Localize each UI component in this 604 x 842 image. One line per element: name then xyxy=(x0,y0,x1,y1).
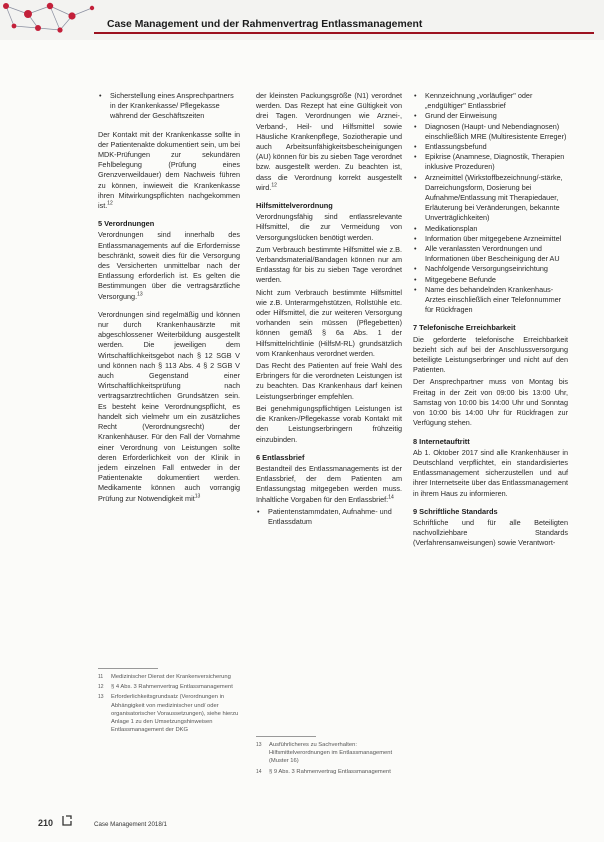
list-item: • Name des behandelnden Krankenhaus-Arztes einschließlich einer Telefonnummer für Rückfragen xyxy=(413,285,568,316)
paragraph: Verordnungen sind regelmäßig und können nur durch Krankenhausärzte mit abgeschlossener Weiterbildung ausgestellt werden. Die jeweiligen dem Wirtschaftlichkeitsgebot nach § 12 SGB V und können nach § 113 Abs. 4 § 2 SGB V auch Gegenstand einer Wirtschaftlichkeitsprüfung nach vertragsarztrechtlichen Grundsätzen sein. Es besteht keine Verordnungspflicht, es handelt sich vielmehr um ein zusätzliches Recht (Verordnungsrecht) der Krankenhäuser. Für den Fall der Vornahme einer Verordnung von Leistungen sollte deren Erforderlichkeit von der Klinik in jedem einzelnen Fall entweder in der Patientenakte dokumentiert werden. Medikamente können auch vorrangig Prüfung zur Notwendigkeit mit$^{13}$ xyxy=(98,309,240,503)
journal-citation: Case Management 2018/1 xyxy=(94,821,167,828)
footnotes-column-1 xyxy=(98,668,240,736)
text-column-2 xyxy=(256,91,402,535)
footnote-rule xyxy=(98,668,158,669)
list-item: • Entlassungsbefund xyxy=(413,142,568,152)
paragraph: Der Kontakt mit der Krankenkasse sollte in der Patientenakte dokumentiert sein, um bei MDK-Prüfungen zur sekundären Fehlbelegung (Prüfung eines Grenzverweildauer) dem Nachweis führen zu können, inwieweit die Krankenkasse ihren Mitwirkungspflichten nachgekommen ist.$^{12}$ xyxy=(98,129,240,211)
section-heading: 5 Verordnungen xyxy=(98,219,155,229)
paragraph: Verordnungsfähig sind entlassrelevante Hilfsmittel, die zur Vermeidung von Versorgungslücken benötigt werden. xyxy=(256,212,402,242)
section-heading: Hilfsmittelverordnung xyxy=(256,201,333,211)
list-item: • Arzneimittel (Wirkstoffbezeichnung/-stärke, Darreichungsform, Dosierung bei Aufnahme/Entlassung mit Therapiedauer, Erläuterung bei Veränderungen, bekannte Unverträglichkeiten) xyxy=(413,173,568,224)
running-header-title: Case Management und der Rahmenvertrag Entlassmanagement xyxy=(107,19,423,30)
list-item: • Patientenstammdaten, Aufnahme- und Entlassdatum xyxy=(256,507,402,527)
list-item: • Information über mitgegebene Arzneimittel xyxy=(413,234,568,244)
journal-logo-icon xyxy=(62,815,72,826)
footnote-ref: 12 xyxy=(107,200,113,207)
network-logo-icon xyxy=(0,0,112,40)
footnote: 13 Ausführlicheres zu Sachverhalten: Hilfsmittelverordnungen im Entlassmanagement (Muster 16) xyxy=(256,742,393,765)
footnote: 13 Erforderlichkeitsgrundsatz (Verordnungen in Abhängigkeit von medizinischer und/ oder organisatorischer Voraussetzungen), siehe hierzu Anlage 1 zu den Umsetzungshinweisen Entlassmanagement der DKG xyxy=(98,694,239,734)
bullet-list xyxy=(98,91,240,122)
text-column-1 xyxy=(98,91,240,512)
footnote-ref: 13 xyxy=(137,291,143,298)
paragraph: Das Recht des Patienten auf freie Wahl des Erbringers für die verordneten Leistungen ist zu beachten. Das Krankenhaus darf keinen Leistungserbringer empfehlen. xyxy=(256,361,402,401)
paragraph: Der Ansprechpartner muss von Montag bis Freitag in der Zeit von 09:00 bis 13:00 Uhr, Samstag von 10:00 bis 14:00 Uhr und Sonntag von 10:00 bis 14:00 Uhr für Rückfragen zur Verfügung stehen. xyxy=(413,377,568,428)
list-item: • Grund der Einweisung xyxy=(413,111,568,121)
header-rule xyxy=(94,32,594,34)
bullet-list xyxy=(256,507,402,527)
section-heading: 8 Internetauftritt xyxy=(413,436,470,446)
section-heading: 9 Schriftliche Standards xyxy=(413,506,498,516)
list-item: • Mitgegebene Befunde xyxy=(413,275,568,285)
footnote: 14 § 9 Abs. 3 Rahmenvertrag Entlassmanagement xyxy=(256,768,391,775)
page-header xyxy=(0,0,604,40)
list-item: • Kennzeichnung „vorläufiger" oder „endgültiger" Entlassbrief xyxy=(413,91,568,111)
paragraph: Ab 1. Oktober 2017 sind alle Krankenhäuser in Deutschland verpflichtet, ein standardisiertes Entlassmanagement sicherzustellen und auf ihrer Internetseite über das Entlassmanagement in ihrem Haus zu informieren. xyxy=(413,447,568,498)
footnote-ref: 12 xyxy=(271,182,277,189)
footnote-rule xyxy=(256,736,316,737)
list-item: • Alle veranlassten Verordnungen und Informationen über Bescheinigung der AU xyxy=(413,244,568,264)
footnote: 11 Medizinischer Dienst der Krankenversicherung xyxy=(98,674,231,680)
footnotes-column-2 xyxy=(256,736,402,778)
bullet-list xyxy=(413,91,568,315)
text-column-3 xyxy=(413,91,568,557)
paragraph: Die geforderte telefonische Erreichbarkeit bezieht sich auf bei der Anschlussversorgung beteiligte Leistungserbringer und nicht auf den Patienten. xyxy=(413,334,568,375)
list-item: • Diagnosen (Haupt- und Nebendiagnosen) einschließlich MRE (Multiresistente Erreger) xyxy=(413,122,568,142)
list-item: • Epikrise (Anamnese, Diagnostik, Therapien inklusive Prozeduren) xyxy=(413,152,568,172)
footnote: 12 § 4 Abs. 3 Rahmenvertrag Entlassmanagement xyxy=(98,684,233,691)
paragraph: Verordnungen sind innerhalb des Entlassmanagements auf die Erfordernisse beschränkt, soweit dies für die Versorgung des Versicherten unmittelbar nach der Entlassung erforderlich ist. Es gelten die Bestimmungen über die vertragsärztliche Versorgung.$^{13}$ xyxy=(98,230,240,301)
paragraph: Bestandteil des Entlassmanagements ist der Entlassbrief, der dem Patienten am Entlassungstag mitgegeben werden muss. Inhaltliche Vorgaben für den Entlassbrief:$^{14}$ xyxy=(256,463,402,504)
paragraph: Schriftliche und für alle Beteiligten nachvollziehbare Standards (Verfahrensanweisungen) sowie Verantwort- xyxy=(413,517,568,548)
section-heading: 7 Telefonische Erreichbarkeit xyxy=(413,323,516,333)
list-item: • Medikationsplan xyxy=(413,224,568,234)
list-item: • Nachfolgende Versorgungseinrichtung xyxy=(413,264,568,274)
section-heading: 6 Entlassbrief xyxy=(256,452,305,462)
page-number: 210 xyxy=(38,818,54,828)
paragraph: der kleinsten Packungsgröße (N1) verordnet werden. Das Rezept hat eine Gültigkeit von drei Tagen. Verordnungen wie Arznei-, Verband-, Heil- und Hilfsmittel sowie Häusliche Krankenpflege, Soziotherapie und auch Arbeitsunfähigkeitsbescheinigungen (AU) können für bis zu sieben Tage verordnet bzw. ausgestellt werden. Zu beachten ist, dass die Verordnung korrekt ausgestellt wird.$^{12}$ xyxy=(256,91,402,192)
paragraph: Nicht zum Verbrauch bestimmte Hilfsmittel wie z.B. Unterarmgehstützen, Rollstühle etc. oder Hilfsmittel, die zur weiteren Versorgung vorhanden sein müssen (Pflegebetten) können gemäß § 6a Abs. 1 der Hilfsmittelrichtlinie (HilfsM-RL) grundsätzlich vom Krankenhaus verordnet werden. xyxy=(256,287,402,358)
footnote-ref: 13 xyxy=(194,493,201,500)
list-item: • Sicherstellung eines Ansprechpartners in der Krankenkasse/ Pflegekasse während der Geschäftszeiten xyxy=(98,91,240,122)
footnote-ref: 14 xyxy=(388,494,394,501)
paragraph: Zum Verbrauch bestimmte Hilfsmittel wie z.B. Verbandsmaterial/Bandagen können nur am Entlasstag für bis zu sieben Tage verordnet werden. xyxy=(256,244,402,285)
paragraph: Bei genehmigungspflichtigen Leistungen ist die Kranken-/Pflegekasse vorab Kontakt mit den Leistungserbringern frühzeitig einzubinden. xyxy=(256,403,402,444)
